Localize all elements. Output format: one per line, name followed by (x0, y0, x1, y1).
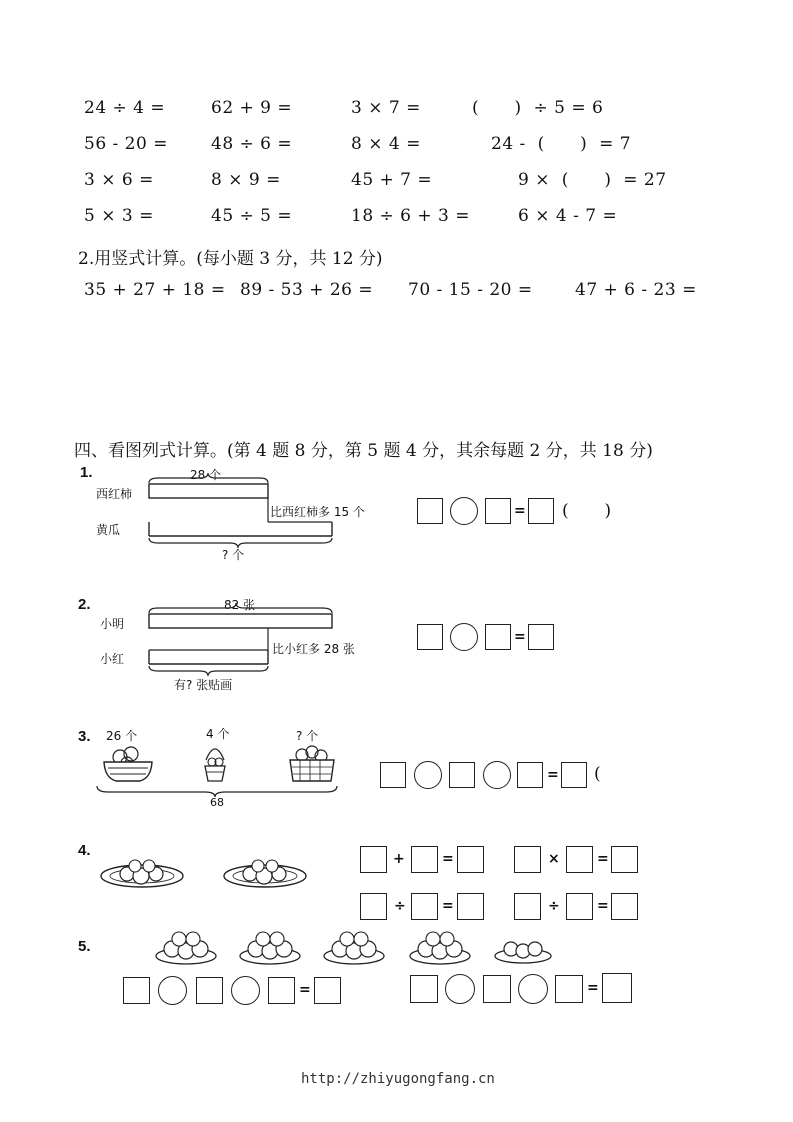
q4-r2b-equals: = (597, 898, 609, 914)
q5-l-box-2[interactable] (196, 977, 223, 1004)
q2-diff-label: 比小红多 28 张 (272, 642, 355, 656)
oral-r1-c2: 62 + 9 = (211, 98, 293, 118)
q4-r1b-equals: = (597, 851, 609, 867)
fruit-plate-icon (240, 932, 300, 964)
q1-diff-label: 比西红柿多 15 个 (270, 505, 365, 519)
q3-number: 3. (78, 728, 91, 745)
q1-row1-label: 西红柿 (96, 487, 133, 501)
q5-l-box-4[interactable] (314, 977, 341, 1004)
oral-r3-c1: 3 × 6 = (84, 170, 154, 190)
fruit-plate-icon (324, 932, 384, 964)
oral-r4-c2: 45 ÷ 5 = (211, 206, 293, 226)
oral-r1-c3: 3 × 7 = (351, 98, 421, 118)
oral-r1-c1: 24 ÷ 4 = (84, 98, 166, 118)
q2-row2-label: 小红 (100, 652, 125, 666)
q4-r1b-op: × (548, 851, 560, 867)
oral-r4-c1: 5 × 3 = (84, 206, 154, 226)
oral-r3-c3: 45 + 7 = (351, 170, 433, 190)
q1-equals: = (514, 503, 526, 519)
q4-r1-op: + (393, 851, 405, 867)
q1-top-label: 28 个 (190, 468, 222, 482)
q1-total-label: ? 个 (222, 548, 245, 562)
q3-equals: = (547, 767, 559, 783)
footer-url: http://zhiyugongfang.cn (301, 1071, 495, 1087)
vertical-item-3: 70 - 15 - 20 = (408, 280, 533, 300)
oral-r2-c1: 56 - 20 = (84, 134, 168, 154)
vertical-heading: 2.用竖式计算。(每小题 3 分，共 12 分) (78, 249, 383, 269)
q1-row2-label: 黄瓜 (96, 523, 121, 537)
q5-r-box-1[interactable] (410, 975, 438, 1003)
q4-r1-equals: = (442, 851, 454, 867)
q4-r2-op: ÷ (394, 898, 406, 914)
q5-l-equals: = (299, 982, 311, 998)
oral-r1-c4: ( ) ÷ 5 = 6 (472, 98, 604, 118)
oral-r3-c2: 8 × 9 = (211, 170, 281, 190)
fruit-plate-icon (495, 942, 551, 963)
q2-number: 2. (78, 596, 91, 613)
oral-r4-c4: 6 × 4 - 7 = (518, 206, 618, 226)
q3-label-b: 4 个 (206, 727, 230, 741)
q5-r-box-3[interactable] (555, 975, 583, 1003)
q5-number: 5. (78, 938, 91, 955)
q2-row1-label: 小明 (100, 617, 125, 631)
q4-r2b-op: ÷ (548, 898, 560, 914)
oral-r2-c2: 48 ÷ 6 = (211, 134, 293, 154)
q4-number: 4. (78, 842, 91, 859)
q5-r-circle-1[interactable] (445, 974, 475, 1004)
vertical-item-1: 35 + 27 + 18 = (84, 280, 226, 300)
section4-heading: 四、看图列式计算。(第 4 题 8 分，第 5 题 4 分，其余每题 2 分，共 18 分) (74, 441, 653, 461)
q2-top-label: 82 张 (224, 598, 256, 612)
oral-r2-c3: 8 × 4 = (351, 134, 421, 154)
fruit-plate-icon (156, 932, 216, 964)
vertical-item-4: 47 + 6 - 23 = (575, 280, 697, 300)
q3-paren: ( (594, 764, 602, 784)
q5-r-circle-2[interactable] (518, 974, 548, 1004)
q5-r-box-4[interactable] (602, 973, 632, 1003)
q1-number: 1. (80, 464, 93, 481)
q5-l-box-3[interactable] (268, 977, 295, 1004)
oral-r3-c4: 9 × ( ) = 27 (518, 170, 667, 190)
oral-r2-c4: 24 - ( ) = 7 (491, 134, 632, 154)
q1-unit-paren[interactable]: ( ) (562, 501, 612, 521)
q2-total-label: 有? 张贴画 (174, 678, 233, 692)
q5-l-box-1[interactable] (123, 977, 150, 1004)
q5-r-box-2[interactable] (483, 975, 511, 1003)
fruit-plate-icon (410, 932, 470, 964)
q3-label-c: ? 个 (296, 729, 319, 743)
q4-r2-equals: = (442, 898, 454, 914)
q3-label-a: 26 个 (106, 729, 138, 743)
vertical-item-2: 89 - 53 + 26 = (240, 280, 374, 300)
q5-l-circle-1[interactable] (158, 976, 187, 1005)
oral-r4-c3: 18 ÷ 6 + 3 = (351, 206, 471, 226)
q3-total-label: 68 (210, 796, 224, 809)
q5-l-circle-2[interactable] (231, 976, 260, 1005)
q5-r-equals: = (587, 980, 599, 996)
q2-equals: = (514, 629, 526, 645)
